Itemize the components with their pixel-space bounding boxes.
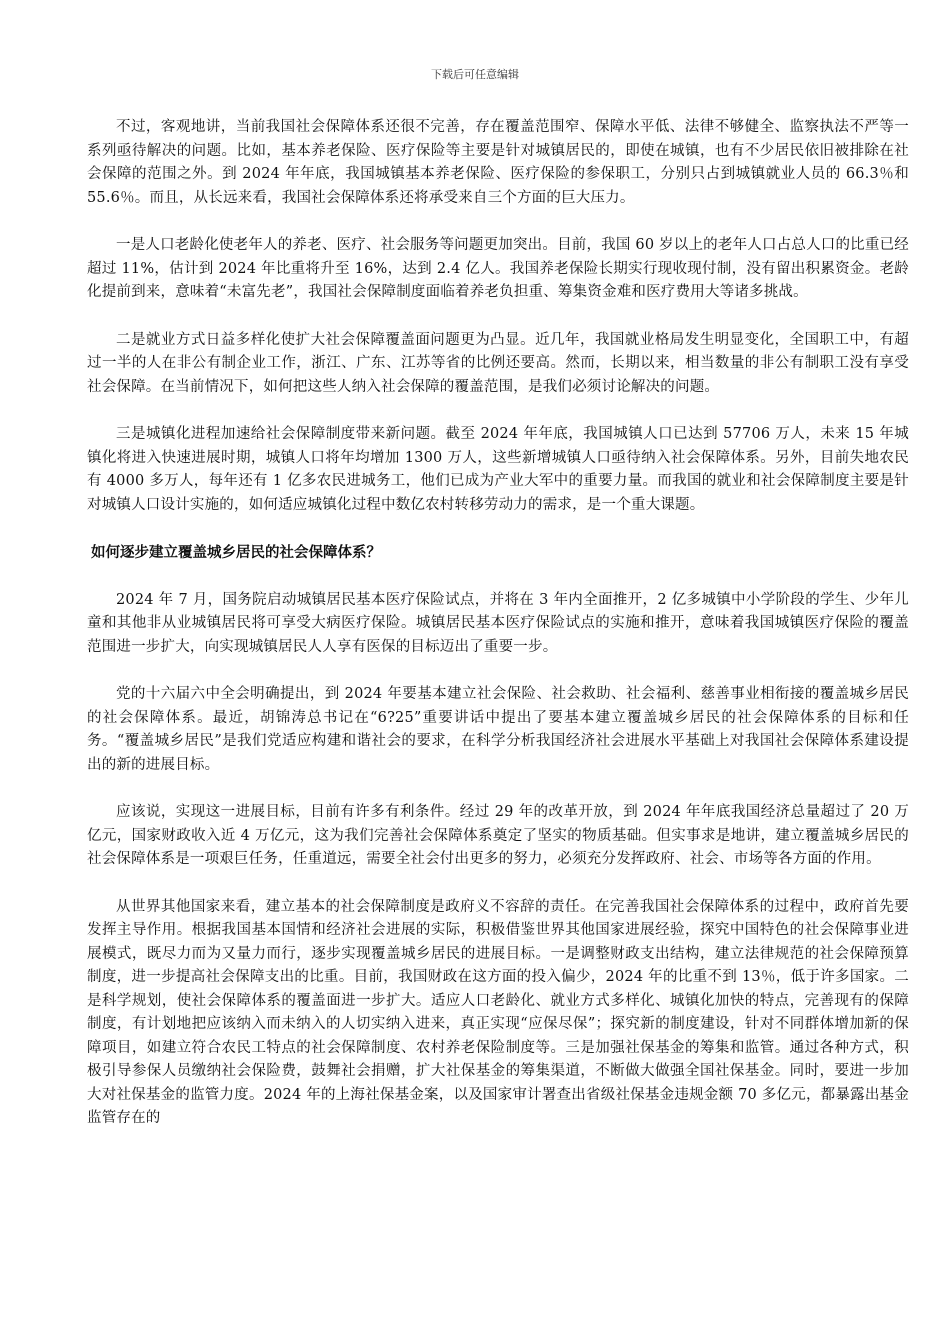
paragraph: 从世界其他国家来看，建立基本的社会保障制度是政府义不容辞的责任。在完善我国社会保障体系的过程中，政府首先要发挥主导作用。根据我国基本国情和经济社会进展的实际，积极借鉴世界其他国家进展经验，探究中国特色的社会保障事业进展模式，既尽力而为又量力而行，逐步实现覆盖城乡居民的进展目标。一是调整财政支出结构，建立法律规范的社会保障预算制度，进一步提高社会保障支出的比重。目前，我国财政在这方面的投入偏少，2024 年的比重不到 13％，低于许多国家。二是科学规划，使社会保障体系的覆盖面进一步扩大。适应人口老龄化、就业方式多样化、城镇化加快的特点，完善现有的保障制度，有计划地把应该纳入而未纳入的人切实纳入进来，真正实现“应保尽保”；探究新的制度建设，针对不同群体增加新的保障项目，如建立符合农民工特点的社会保障制度、农村养老保险制度等。三是加强社保基金的筹集和监管。通过各种方式，积极引导参保人员缴纳社会保险费，鼓舞社会捐赠，扩大社保基金的筹集渠道，不断做大做强全国社保基金。同时，要进一步加大对社保基金的监管力度。2024 年的上海社保基金案，以及国家审计署查出省级社保基金违规金额 70 多亿元，都暴露出基金监管存在的 [87,898,909,1126]
paragraph: 2024 年 7 月，国务院启动城镇居民基本医疗保险试点，并将在 3 年内全面推开，2 亿多城镇中小学阶段的学生、少年儿童和其他非从业城镇居民将可享受大病医疗保险。城镇居民基本医疗保险试点的实施和推开，意味着我国城镇医疗保险的覆盖范围进一步扩大，向实现城镇居民人人享有医保的目标迈出了重要一步。 [87,591,909,655]
section-heading: 如何逐步建立覆盖城乡居民的社会保障体系？ [91,544,381,561]
paragraph: 三是城镇化进程加速给社会保障制度带来新问题。截至 2024 年年底，我国城镇人口已达到 57706 万人，未来 15 年城镇化将进入快速进展时期，城镇人口将年均增加 1300 万人，这些新增城镇人口亟待纳入社会保障体系。另外，目前失地农民有 4000 多万人，每年还有 1 亿多农民进城务工，他们已成为产业大军中的重要力量。而我国的就业和社会保障制度主要是针对城镇人口设计实施的，如何适应城镇化过程中数亿农村转移劳动力的需求，是一个重大课题。 [87,426,909,513]
page-header: 下载后可任意编辑 [431,68,519,81]
paragraph: 二是就业方式日益多样化使扩大社会保障覆盖面问题更为凸显。近几年，我国就业格局发生明显变化，全国职工中，有超过一半的人在非公有制企业工作，浙江、广东、江苏等省的比例还要高。然而，长期以来，相当数量的非公有制职工没有享受社会保障。在当前情况下，如何把这些人纳入社会保障的覆盖范围，是我们必须讨论解决的问题。 [87,331,909,395]
paragraph: 不过，客观地讲，当前我国社会保障体系还很不完善，存在覆盖范围窄、保障水平低、法律不够健全、监察执法不严等一系列亟待解决的问题。比如，基本养老保险、医疗保险等主要是针对城镇居民的，即使在城镇，也有不少居民依旧被排除在社会保障的范围之外。到 2024 年年底，我国城镇基本养老保险、医疗保险的参保职工，分别只占到城镇就业人员的 66.3％和 55.6％。而且，从长远来看，我国社会保障体系还将承受来自三个方面的巨大压力。 [87,119,909,206]
paragraph: 一是人口老龄化使老年人的养老、医疗、社会服务等问题更加突出。目前，我国 60 岁以上的老年人口占总人口的比重已经超过 11%，估计到 2024 年比重将升至 16%，达到 2.4 亿人。我国养老保险长期实行现收现付制，没有留出积累资金。老龄化提前到来，意味着“未富先老”，我国社会保障制度面临着养老负担重、筹集资金难和医疗费用大等诸多挑战。 [87,237,909,300]
document-body [87,116,909,1155]
paragraph: 党的十六届六中全会明确提出，到 2024 年要基本建立社会保险、社会救助、社会福利、慈善事业相衔接的覆盖城乡居民的社会保障体系。最近，胡锦涛总书记在“6?25”重要讲话中提出了要基本建立覆盖城乡居民的社会保障体系的目标和任务。“覆盖城乡居民”是我们党适应构建和谐社会的要求，在科学分析我国经济社会进展水平基础上对我国社会保障体系建设提出的新的进展目标。 [87,686,909,773]
paragraph: 应该说，实现这一进展目标，目前有许多有利条件。经过 29 年的改革开放，到 2024 年年底我国经济总量超过了 20 万亿元，国家财政收入近 4 万亿元，这为我们完善社会保障体系奠定了坚实的物质基础。但实事求是地讲，建立覆盖城乡居民的社会保障体系是一项艰巨任务，任重道远，需要全社会付出更多的努力，必须充分发挥政府、社会、市场等各方面的作用。 [87,804,910,867]
